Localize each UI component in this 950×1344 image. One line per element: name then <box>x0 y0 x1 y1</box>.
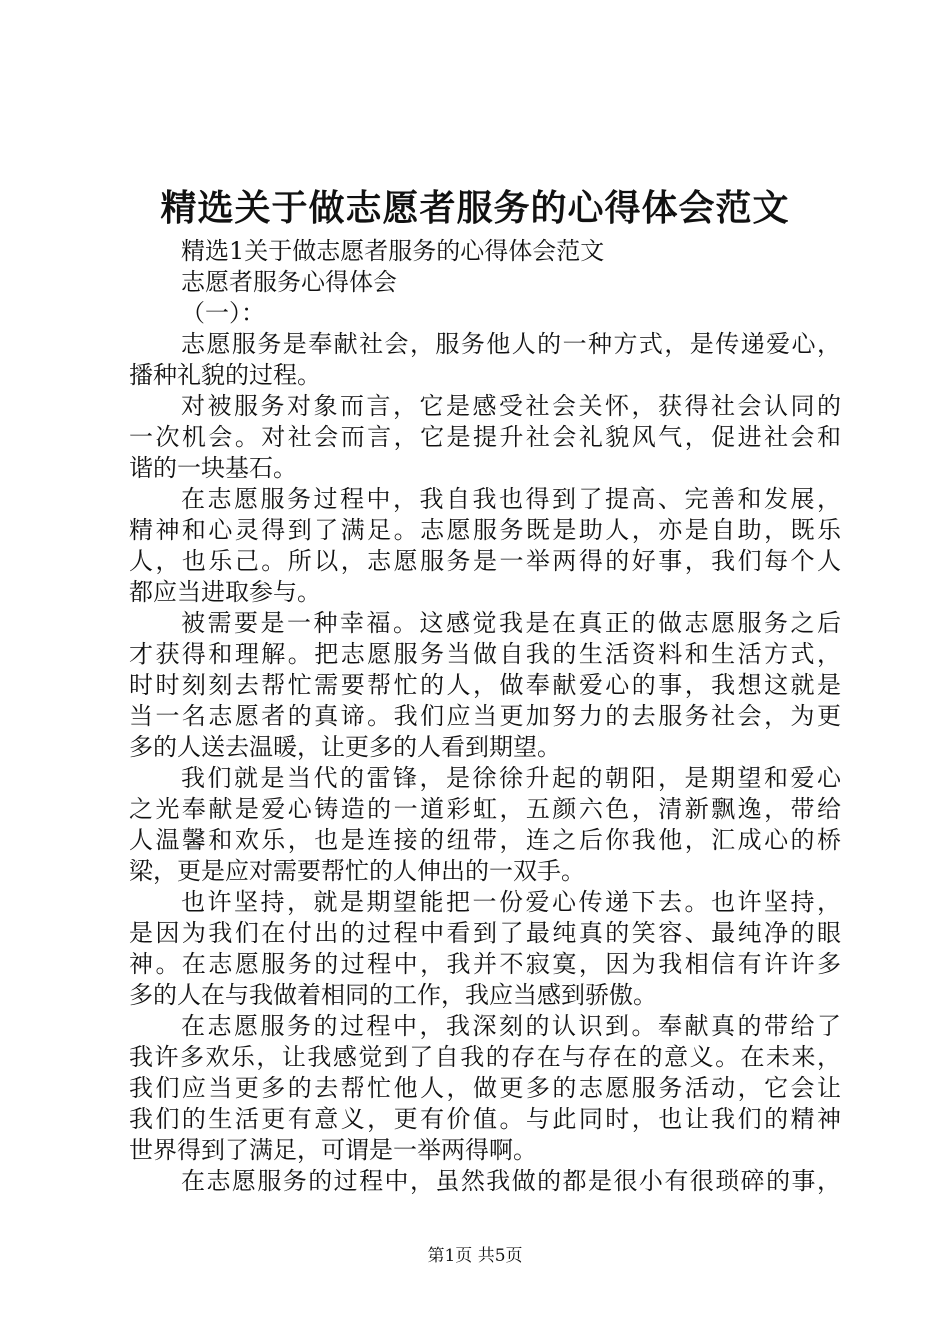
text-line: 梁，更是应对需要帮忙的人伸出的一双手。 <box>129 857 585 885</box>
text-line: 对被服务对象而言，它是感受社会关怀，获得社会认同的 <box>181 392 841 420</box>
text-line: 世界得到了满足，可谓是一举两得啊。 <box>129 1136 537 1164</box>
text-line: 一次机会。对社会而言，它是提升社会礼貌风气，促进社会和 <box>129 423 841 451</box>
text-line: 才获得和理解。把志愿服务当做自我的生活资料和生活方式， <box>129 640 841 668</box>
text-line: 精神和心灵得到了满足。志愿服务既是助人，亦是自助，既乐 <box>129 516 841 544</box>
text-line: 人温馨和欢乐，也是连接的纽带，连之后你我他，汇成心的桥 <box>129 826 841 854</box>
text-line: 之光奉献是爱心铸造的一道彩虹，五颜六色，清新飘逸，带给 <box>129 795 841 823</box>
page-footer: 第1页 共5页 <box>427 1246 523 1266</box>
text-line: 当一名志愿者的真谛。我们应当更加努力的去服务社会，为更 <box>129 702 841 730</box>
document-body <box>129 236 841 1197</box>
text-line: 人，也乐己。所以，志愿服务是一举两得的好事，我们每个人 <box>129 547 841 575</box>
text-line: 精选1关于做志愿者服务的心得体会范文 <box>181 237 605 265</box>
document-title: 精选关于做志愿者服务的心得体会范文 <box>160 187 790 229</box>
text-line: 是因为我们在付出的过程中看到了最纯真的笑容、最纯净的眼 <box>129 919 841 947</box>
text-line: 也许坚持，就是期望能把一份爱心传递下去。也许坚持， <box>181 888 841 916</box>
text-line: 我们就是当代的雷锋，是徐徐升起的朝阳，是期望和爱心 <box>181 764 841 792</box>
text-line: 在志愿服务过程中，我自我也得到了提高、完善和发展， <box>181 485 841 513</box>
text-line: 我们应当更多的去帮忙他人，做更多的志愿服务活动，它会让 <box>129 1074 841 1102</box>
text-line: 播种礼貌的过程。 <box>129 361 321 389</box>
text-line: 神。在志愿服务的过程中，我并不寂寞，因为我相信有许许多 <box>129 950 841 978</box>
text-line: 谐的一块基石。 <box>129 454 297 482</box>
text-line: 志愿服务是奉献社会，服务他人的一种方式，是传递爱心， <box>181 330 841 358</box>
text-line: 多的人送去温暖，让更多的人看到期望。 <box>129 733 561 761</box>
text-line: 时时刻刻去帮忙需要帮忙的人，做奉献爱心的事，我想这就是 <box>129 671 841 699</box>
text-line: 被需要是一种幸福。这感觉我是在真正的做志愿服务之后 <box>181 609 841 637</box>
text-line: 多的人在与我做着相同的工作，我应当感到骄傲。 <box>129 981 657 1009</box>
text-line: 志愿者服务心得体会 <box>181 268 397 296</box>
text-line: 我们的生活更有意义，更有价值。与此同时，也让我们的精神 <box>129 1105 841 1133</box>
text-line: 在志愿服务的过程中，虽然我做的都是很小有很琐碎的事， <box>181 1167 841 1195</box>
text-line: 我许多欢乐，让我感觉到了自我的存在与存在的意义。在未来， <box>129 1043 841 1071</box>
text-line: 在志愿服务的过程中，我深刻的认识到。奉献真的带给了 <box>181 1012 841 1040</box>
text-line: （一）： <box>181 299 265 327</box>
text-line: 都应当进取参与。 <box>129 578 321 606</box>
